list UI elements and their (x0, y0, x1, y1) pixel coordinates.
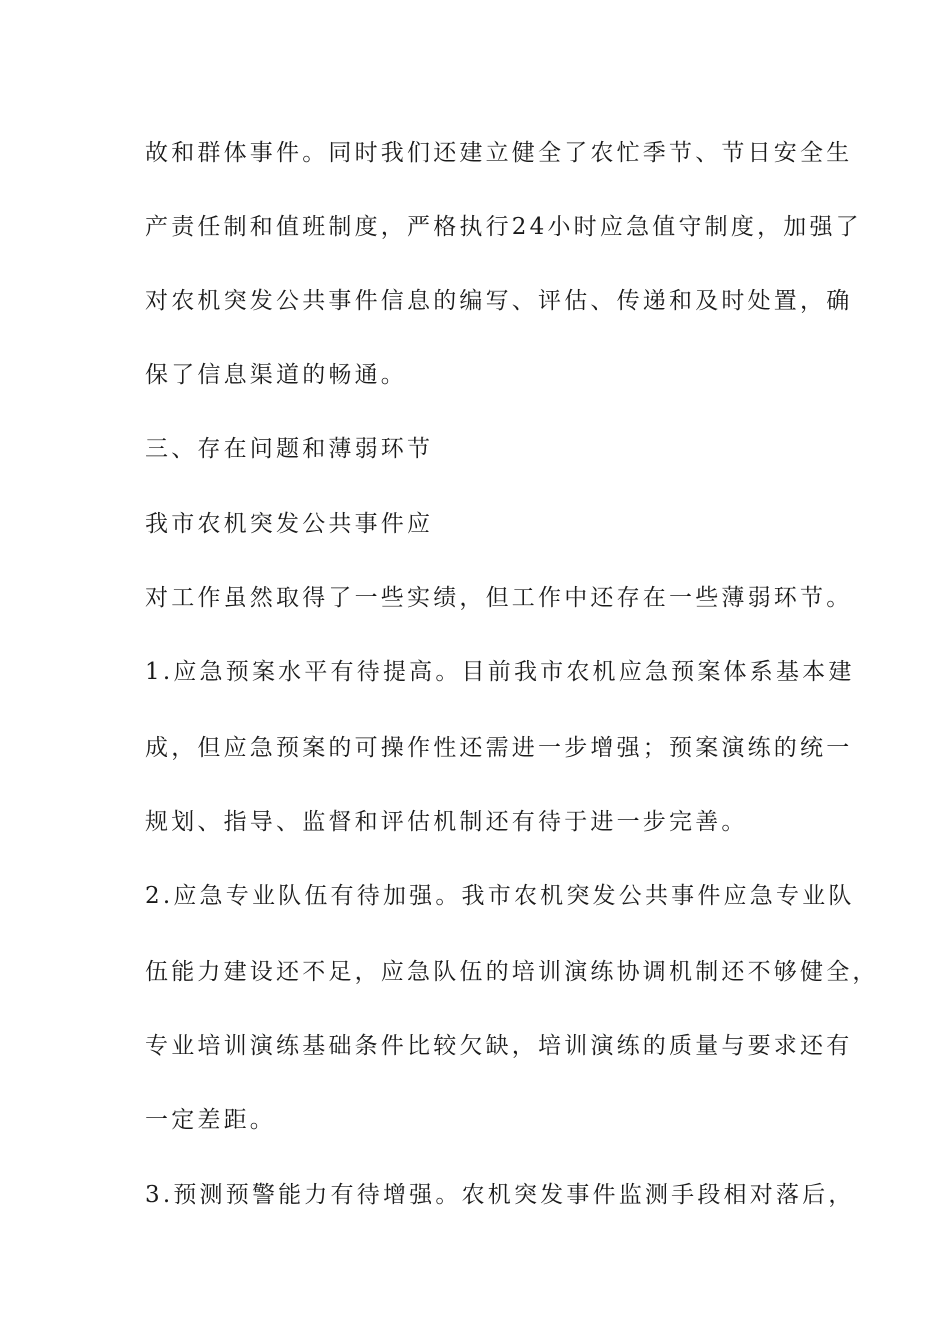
list-item-line: 专业培训演练基础条件比较欠缺，培训演练的质量与要求还有 (145, 1033, 853, 1059)
list-item-line: 成，但应急预案的可操作性还需进一步增强；预案演练的统一 (145, 735, 853, 761)
paragraph-line: 我市农机突发公共事件应 (145, 511, 434, 537)
paragraph-line: 保了信息渠道的畅通。 (145, 362, 407, 388)
paragraph-line: 对工作虽然取得了一些实绩，但工作中还存在一些薄弱环节。 (145, 585, 853, 611)
list-item-line: 一定差距。 (145, 1107, 276, 1133)
list-item-line: 2.应急专业队伍有待加强。我市农机突发公共事件应急专业队 (145, 883, 855, 909)
list-item-line: 3.预测预警能力有待增强。农机突发事件监测手段相对落后， (145, 1182, 855, 1208)
section-heading: 三、存在问题和薄弱环节 (145, 436, 434, 462)
list-item-line: 规划、指导、监督和评估机制还有待于进一步完善。 (145, 809, 748, 835)
paragraph-line: 故和群体事件。同时我们还建立健全了农忙季节、节日安全生 (145, 140, 853, 166)
paragraph-line: 对农机突发公共事件信息的编写、评估、传递和及时处置，确 (145, 288, 853, 314)
list-item-line: 1.应急预案水平有待提高。目前我市农机应急预案体系基本建 (145, 659, 855, 685)
paragraph-line: 产责任制和值班制度，严格执行24小时应急值守制度，加强了 (145, 214, 862, 240)
list-item-line: 伍能力建设还不足，应急队伍的培训演练协调机制还不够健全， (145, 959, 879, 985)
